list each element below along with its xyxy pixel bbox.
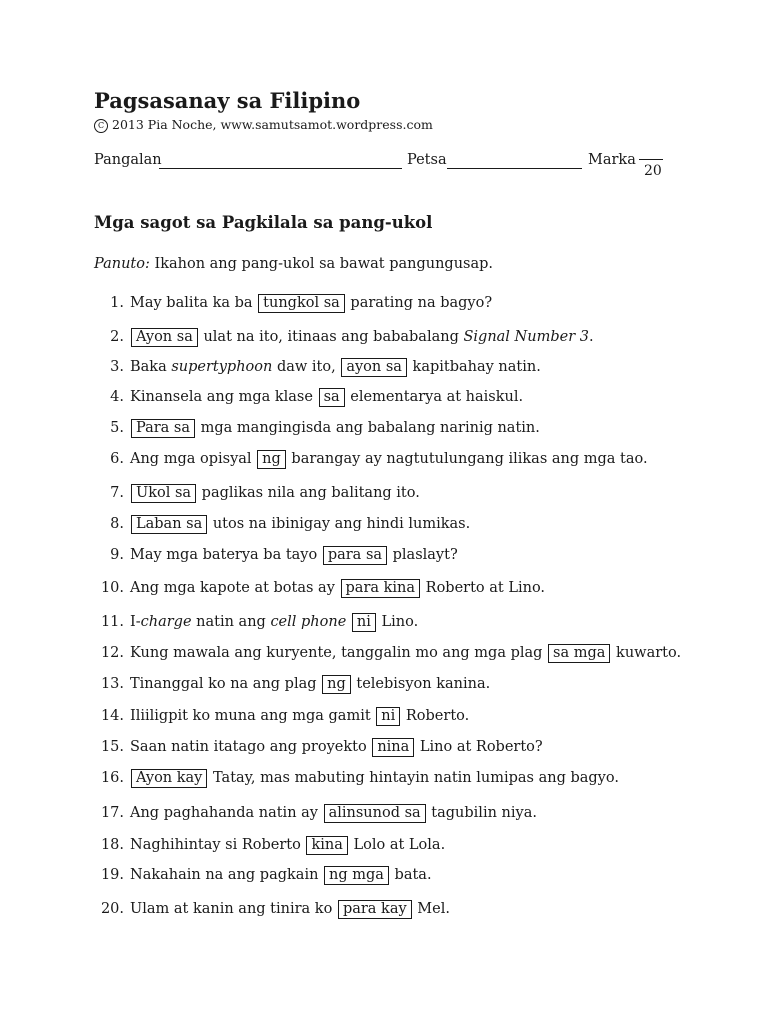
sentence-text: Tatay, mas mabuting hintayin natin lumipas ang bagyo. <box>208 770 619 786</box>
item-number: 1. <box>110 295 124 311</box>
item-number: 8. <box>110 516 124 532</box>
boxed-preposition: sa <box>319 388 345 407</box>
sentence-text: kuwarto. <box>611 645 682 661</box>
score-total: 20 <box>644 163 662 179</box>
item-number: 11. <box>100 614 124 630</box>
boxed-preposition: nina <box>372 738 414 757</box>
sentence-text: Iliiligpit ko muna ang mga gamit <box>130 708 376 724</box>
item-number: 20. <box>100 901 124 917</box>
boxed-preposition: alinsunod sa <box>324 804 426 823</box>
sentence-text: May mga baterya ba tayo <box>130 547 322 563</box>
boxed-preposition: para sa <box>323 546 387 565</box>
answer-item <box>94 737 714 757</box>
sentence-text: kapitbahay natin. <box>407 359 541 375</box>
item-number: 18. <box>100 837 124 853</box>
item-number: 15. <box>100 739 124 755</box>
answer-item <box>94 483 714 503</box>
answer-item <box>94 768 714 788</box>
directions-label: Panuto: <box>94 256 150 272</box>
italic-text: charge <box>140 614 192 630</box>
item-number: 13. <box>100 676 124 692</box>
answer-item <box>94 357 714 377</box>
answer-item <box>94 803 714 823</box>
sentence-text: Ang mga kapote at botas ay <box>130 580 340 596</box>
answer-item <box>94 674 714 694</box>
answer-item <box>94 418 714 438</box>
answer-item <box>94 449 714 469</box>
sentence-text: Baka <box>130 359 172 375</box>
sentence-text: Mel. <box>412 901 450 917</box>
item-number: 2. <box>110 329 124 345</box>
boxed-preposition: Ayon kay <box>131 769 207 788</box>
answer-item <box>94 514 714 534</box>
boxed-preposition: kina <box>306 836 347 855</box>
sentence-text: Ulam at kanin ang tinira ko <box>130 901 337 917</box>
sentence-text: elementarya at haiskul. <box>345 389 524 405</box>
item-number: 4. <box>110 389 124 405</box>
item-number: 9. <box>110 547 124 563</box>
boxed-preposition: Para sa <box>131 419 195 438</box>
item-number: 19. <box>100 867 124 883</box>
italic-text: cell phone <box>270 614 347 630</box>
boxed-preposition: Ayon sa <box>131 328 198 347</box>
sentence-text: Tinanggal ko na ang plag <box>130 676 322 692</box>
boxed-preposition: ni <box>352 613 376 632</box>
boxed-preposition: Ukol sa <box>131 484 196 503</box>
answer-item <box>94 643 714 663</box>
sentence-text: tagubilin niya. <box>426 805 537 821</box>
boxed-preposition: tungkol sa <box>258 294 345 313</box>
sentence-text <box>346 614 351 630</box>
score-label: Marka <box>588 152 636 168</box>
sentence-text: mga mangingisda ang babalang narinig natin. <box>196 420 540 436</box>
boxed-preposition: ng <box>257 450 286 469</box>
item-number: 10. <box>100 580 124 596</box>
item-number: 14. <box>100 708 124 724</box>
boxed-preposition: ni <box>376 707 400 726</box>
boxed-preposition: ng mga <box>324 866 389 885</box>
sentence-text: Saan natin itatago ang proyekto <box>130 739 372 755</box>
copyright-text: 2013 Pia Noche, www.samutsamot.wordpress.com <box>112 117 433 132</box>
sentence-text: bata. <box>389 867 432 883</box>
answer-item <box>94 578 714 598</box>
sentence-text: Lino. <box>376 614 419 630</box>
sentence-text: Roberto. <box>401 708 470 724</box>
answer-item <box>94 865 714 885</box>
sentence-text: utos na ibinigay ang hindi lumikas. <box>208 516 471 532</box>
boxed-preposition: para kina <box>341 579 421 598</box>
sentence-text: I- <box>130 614 141 630</box>
boxed-preposition: Laban sa <box>131 515 207 534</box>
sentence-text: Lino at Roberto? <box>415 739 543 755</box>
sentence-text: barangay ay nagtutulungang ilikas ang mga tao. <box>286 451 648 467</box>
italic-text: Signal Number 3 <box>463 329 589 345</box>
sentence-text: Ang paghahanda natin ay <box>130 805 323 821</box>
item-number: 5. <box>110 420 124 436</box>
item-number: 12. <box>100 645 124 661</box>
answer-item <box>94 612 714 632</box>
boxed-preposition: para kay <box>338 900 412 919</box>
sentence-text: telebisyon kanina. <box>351 676 491 692</box>
item-number: 3. <box>110 359 124 375</box>
item-number: 17. <box>100 805 124 821</box>
boxed-preposition: ng <box>322 675 351 694</box>
item-number: 16. <box>100 770 124 786</box>
sentence-text: Naghihintay si Roberto <box>130 837 306 853</box>
answer-item <box>94 387 714 407</box>
sentence-text: natin ang <box>191 614 271 630</box>
answer-item <box>94 293 714 313</box>
boxed-preposition: sa mga <box>548 644 610 663</box>
sentence-text: daw ito, <box>272 359 341 375</box>
date-label: Petsa <box>407 152 447 168</box>
boxed-preposition: ayon sa <box>341 358 407 377</box>
sentence-text: parating na bagyo? <box>345 295 493 311</box>
sentence-text: Lolo at Lola. <box>348 837 446 853</box>
item-number: 7. <box>110 485 124 501</box>
directions-text: Ikahon ang pang-ukol sa bawat pangungusap. <box>154 256 494 272</box>
copyright-icon: C <box>94 119 108 133</box>
sentence-text: Nakahain na ang pagkain <box>130 867 324 883</box>
italic-text: supertyphoon <box>171 359 273 375</box>
worksheet-title: Pagsasanay sa Filipino <box>94 88 361 113</box>
sentence-text: . <box>588 329 594 345</box>
sentence-text: Ang mga opisyal <box>130 451 257 467</box>
sentence-text: ulat na ito, itinaas ang bababalang <box>198 329 464 345</box>
section-title: Mga sagot sa Pagkilala sa pang-ukol <box>94 213 433 232</box>
name-label: Pangalan <box>94 152 162 168</box>
sentence-text: Kung mawala ang kuryente, tanggalin mo ang mga plag <box>130 645 548 661</box>
sentence-text: Kinansela ang mga klase <box>130 389 318 405</box>
sentence-text: plaslayt? <box>388 547 458 563</box>
answer-item <box>94 835 714 855</box>
sentence-text: paglikas nila ang balitang ito. <box>197 485 420 501</box>
answer-item <box>94 545 714 565</box>
sentence-text: Roberto at Lino. <box>421 580 546 596</box>
answer-item <box>94 706 714 726</box>
sentence-text: May balita ka ba <box>130 295 258 311</box>
answer-item <box>94 899 714 919</box>
answer-item <box>94 327 714 347</box>
item-number: 6. <box>110 451 124 467</box>
